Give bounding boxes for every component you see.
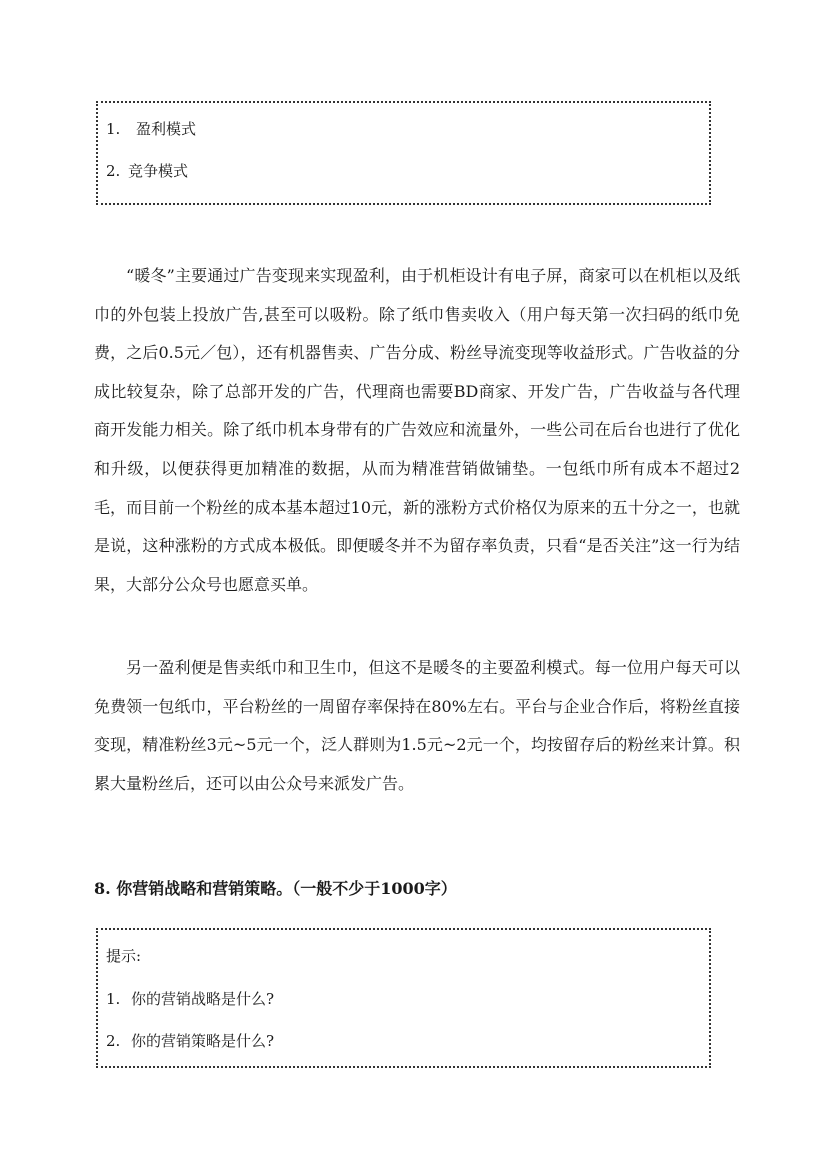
body-paragraph: “暖冬”主要通过广告变现来实现盈利，由于机柜设计有电子屏，商家可以在机柜以及纸巾的外包装上投放广告,甚至可以吸粉。除了纸巾售卖收入（用户每天第一次扫码的纸巾免费，之后0.5元／包），还有机器售卖、广告分成、粉丝导流变现等收益形式。广告收益的分成比较复杂，除了总部开发的广告，代理商也需要BD商家、开发广告，广告收益与各代理商开发能力相关。除了纸巾机本身带有的广告效应和流量外，一些公司在后台也进行了优化和升级，以便获得更加精准的数据，从而为精准营销做铺垫。一包纸巾所有成本不超过2毛，而目前一个粉丝的成本基本超过10元，新的涨粉方式价格仅为原来的五十分之一，也就是说，这种涨粉的方式成本极低。即便暖冬并不为留存率负责，只看“是否关注”这一行为结果，大部分公众号也愿意买单。	[94, 266, 740, 594]
item-text: 盈利模式	[136, 120, 197, 138]
outline-item	[106, 161, 188, 181]
hint-item	[106, 989, 274, 1009]
item-number: 1.	[106, 120, 121, 138]
hint-item	[106, 1031, 274, 1051]
outline-box	[96, 101, 711, 205]
item-text: 你的营销战略是什么?	[131, 990, 275, 1008]
item-text: 竞争模式	[128, 162, 189, 180]
item-number: 2.	[106, 162, 121, 180]
item-number: 2.	[106, 1032, 121, 1050]
section-heading: 8. 你营销战略和营销策略。（一般不少于1000字）	[94, 879, 457, 898]
body-paragraph: 另一盈利便是售卖纸巾和卫生巾，但这不是暖冬的主要盈利模式。每一位用户每天可以免费领一包纸巾，平台粉丝的一周留存率保持在80%左右。平台与企业合作后，将粉丝直接变现，精准粉丝3元~5元一个，泛人群则为1.5元~2元一个，均按留存后的粉丝来计算。积累大量粉丝后，还可以由公众号来派发广告。	[94, 658, 740, 793]
hint-label: 提示:	[106, 947, 142, 965]
outline-item	[106, 119, 196, 139]
item-number: 1.	[106, 990, 121, 1008]
item-text: 你的营销策略是什么?	[131, 1032, 275, 1050]
hint-box	[96, 928, 711, 1068]
